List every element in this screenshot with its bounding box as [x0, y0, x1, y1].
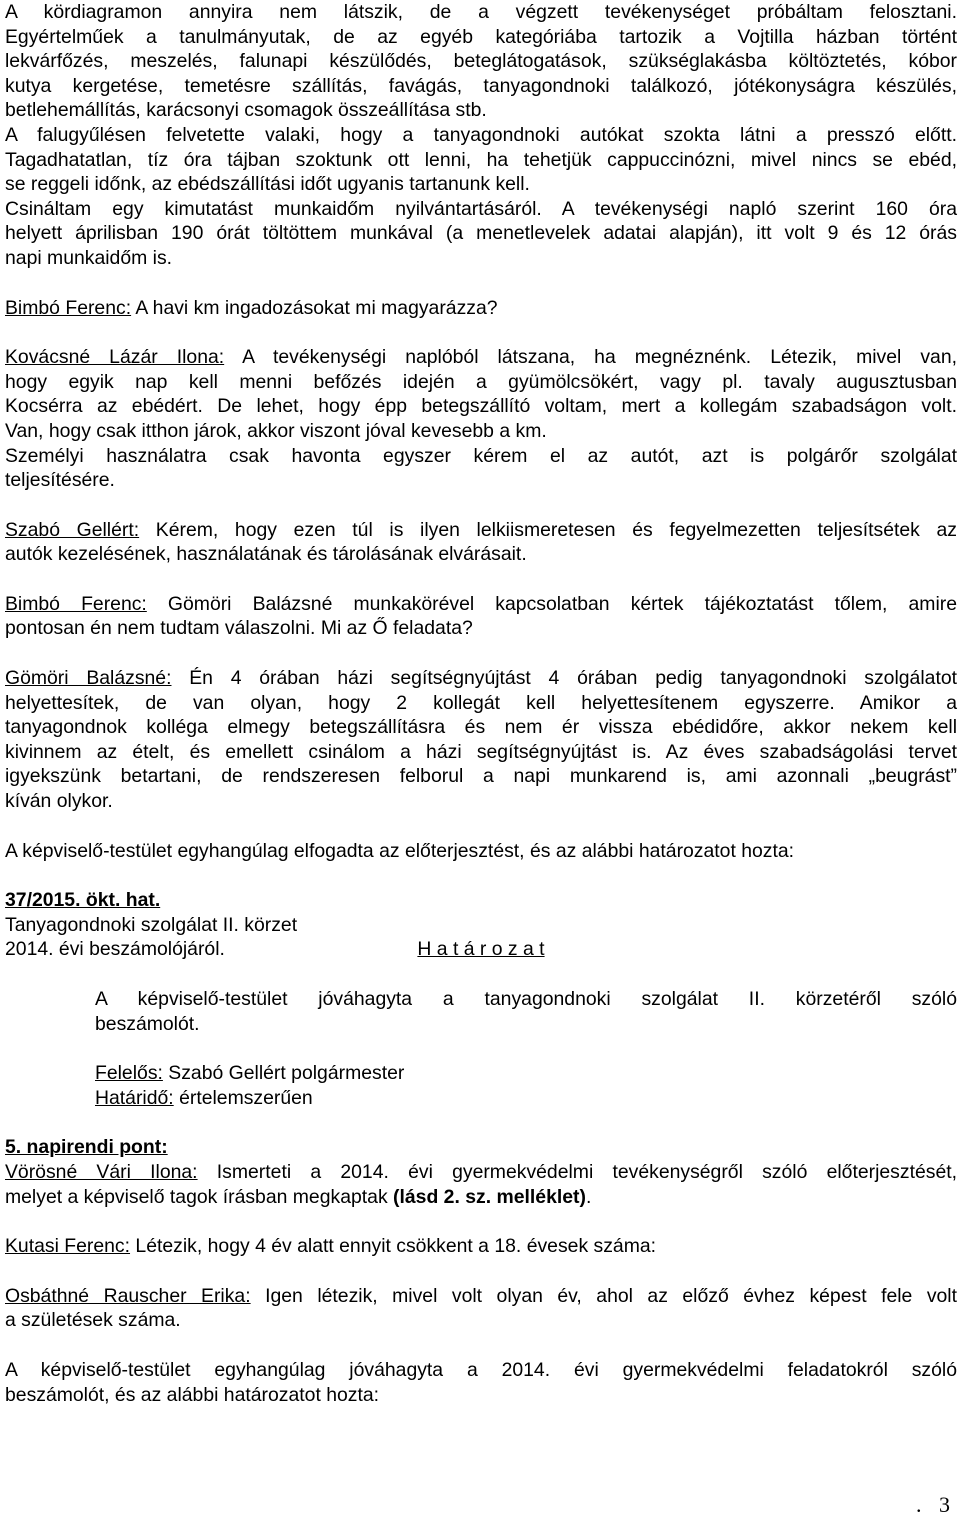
agenda-heading: 5. napirendi pont: [5, 1136, 168, 1159]
text-line: teljesítésére. [5, 469, 115, 492]
speech-text: Kérem, hogy ezen túl is ilyen lelkiismeretesen és fegyelmezetten teljesítsétek az [139, 518, 957, 541]
text-line: a születések száma. [5, 1309, 181, 1332]
text-line: helyett áprilisban 190 órát töltöttem munkával (a menetlevelek adatai alapján), itt volt 9 és 12 órás [5, 222, 957, 245]
speech-vorosne [5, 1160, 957, 1185]
speech-text: A tevékenységi naplóból látszana, ha megnéznénk. Létezik, mivel van, [224, 346, 957, 369]
text-line: se reggeli időnk, az ebédszállítási időt ugyanis tartanunk kell. [5, 173, 530, 196]
speech-text: Ismerteti a 2014. évi gyermekvédelmi tevékenységről szóló előterjesztését, [197, 1160, 958, 1183]
speech-text: melyet a képviselő tagok írásban megkaptak [5, 1185, 394, 1208]
speech-text: Gömöri Balázsné munkakörével kapcsolatban kértek tájékoztatást tőlem, amire [146, 592, 957, 615]
text-line: betlehemállítás, karácsonyi csomagok összeállítása stb. [5, 99, 487, 122]
text-line: igyekszünk betartani, de rendszeresen felborul a napi munkarend is, ami azonnali „beugrást” [5, 765, 957, 788]
text-line [5, 1185, 957, 1210]
responsible-line [5, 1061, 957, 1086]
text-line: Tagadhatatlan, tíz óra tájban szoktunk ott lenni, ha tehetjük cappuccinózni, mivel nincs se ebéd, [5, 148, 957, 171]
responsible-value: Szabó Gellért polgármester [162, 1062, 405, 1085]
speech-kutasi [5, 1234, 957, 1259]
text-line: helyettesítek, de van olyan, hogy 2 kollegát kell helyettesítenem egyszerre. Amikor a [5, 691, 957, 714]
speech-szabo [5, 518, 957, 543]
speech-text: . [585, 1185, 592, 1208]
resolution-body: A képviselő-testület jóváhagyta a tanyagondnoki szolgálat II. körzetéről szóló [95, 988, 957, 1010]
text-line: hogy egyik nap kell menni befőzés idején a gyümölcsökért, vagy pl. tavaly augusztusban [5, 370, 957, 393]
deadline-label: Határidő: [95, 1086, 174, 1109]
speech-gomori [5, 666, 957, 691]
resolution-body: beszámolót. [95, 1012, 200, 1035]
speech-text: Igen létezik, mivel volt olyan év, ahol az előző évhez képest fele volt [250, 1284, 957, 1307]
text-line: Egyértelműek a tanulmányutak, de az egyéb kategóriába tartozik a Vojtilla házban történt [5, 25, 957, 48]
speech-bimbo-1 [5, 296, 957, 321]
responsible-label: Felelős: [95, 1062, 163, 1085]
resolution-number: 37/2015. ökt. hat. [5, 889, 161, 912]
speech-bimbo-2 [5, 592, 957, 617]
text-line: Van, hogy csak itthon járok, akkor viszont jóval kevesebb a km. [5, 419, 547, 442]
deadline-value: értelemszerűen [173, 1086, 313, 1109]
speech-text: Én 4 órában házi segítségnyújtást 4 órában pedig tanyagondnoki szolgálatot [171, 667, 957, 690]
speaker-name: Kutasi Ferenc: [5, 1235, 131, 1258]
speaker-name: Szabó Gellért: [5, 518, 140, 541]
speech-text: Létezik, hogy 4 év alatt ennyit csökkent a 18. évesek száma: [130, 1235, 657, 1258]
deadline-line [5, 1086, 957, 1111]
text-line: kivinnem az ételt, és emellett csinálom a házi segítségnyújtást is. Az éves szabadságolási tervet [5, 740, 957, 763]
text-line: lekvárfőzés, meszelés, falunapi készülődés, beteglátogatások, szükséglakásba költöztetés, kóbor [5, 50, 957, 73]
text-line: Kocsérra az ebédért. De lehet, hogy épp betegszállító voltam, mert a kollegám szabadságon volt. [5, 395, 957, 418]
speech-osbathne [5, 1284, 957, 1309]
speech-kovacsne [5, 345, 957, 370]
text-line: napi munkaidőm is. [5, 246, 173, 269]
speaker-name: Bimbó Ferenc: [5, 592, 147, 615]
text-line: pontosan én nem tudtam válaszolni. Mi az Ő feladata? [5, 617, 473, 640]
document-page [5, 0, 957, 1407]
resolution-title: 2014. évi beszámolójáról. [5, 938, 225, 961]
text-line: tanyagondnok kolléga elmegy betegszállításra és nem ér vissza ebédidőre, akkor nekem kell [5, 716, 957, 739]
text-line: Csináltam egy kimutatást munkaidőm nyilvántartásáról. A tevékenységi napló szerint 160 óra [5, 197, 957, 220]
text-line: Személyi használatra csak havonta egyszer kérem el az autót, azt is polgárőr szolgálat [5, 444, 957, 467]
resolution-heading: H a t á r o z a t [417, 938, 545, 961]
text-line: kutya kergetése, temetésre szállítás, favágás, tanyagondnoki találkozó, jótékonyságra készülés, [5, 74, 957, 97]
speaker-name: Osbáthné Rauscher Erika: [5, 1284, 251, 1307]
speaker-name: Bimbó Ferenc: [5, 296, 132, 319]
resolution-title: Tanyagondnoki szolgálat II. körzet [5, 913, 298, 936]
speaker-name: Gömöri Balázsné: [5, 667, 172, 690]
text-line: A falugyűlésen felvetette valaki, hogy a tanyagondnoki autókat szokta látni a presszó előtt. [5, 123, 957, 146]
text-line: kíván olykor. [5, 790, 113, 813]
speech-text: A havi km ingadozásokat mi magyarázza? [131, 296, 498, 319]
speaker-name: Kovácsné Lázár Ilona: [5, 346, 225, 369]
attachment-ref: (lásd 2. sz. melléklet) [393, 1185, 586, 1208]
vote-statement-2: beszámolót, és az alábbi határozatot hozta: [5, 1383, 380, 1406]
text-line: A kördiagramon annyira nem látszik, de a végzett tevékenységet próbáltam felosztani. [5, 1, 957, 23]
vote-statement-2: A képviselő-testület egyhangúlag jóváhagyta a 2014. évi gyermekvédelmi feladatokról szóló [5, 1358, 957, 1381]
text-line: autók kezelésének, használatának és tárolásának elvárásait. [5, 543, 527, 566]
speaker-name: Vörösné Vári Ilona: [5, 1160, 198, 1183]
vote-statement-1: A képviselő-testület egyhangúlag elfogadta az előterjesztést, és az alábbi határozatot hozta: [5, 839, 795, 862]
page-number: . 3 [916, 1492, 956, 1517]
